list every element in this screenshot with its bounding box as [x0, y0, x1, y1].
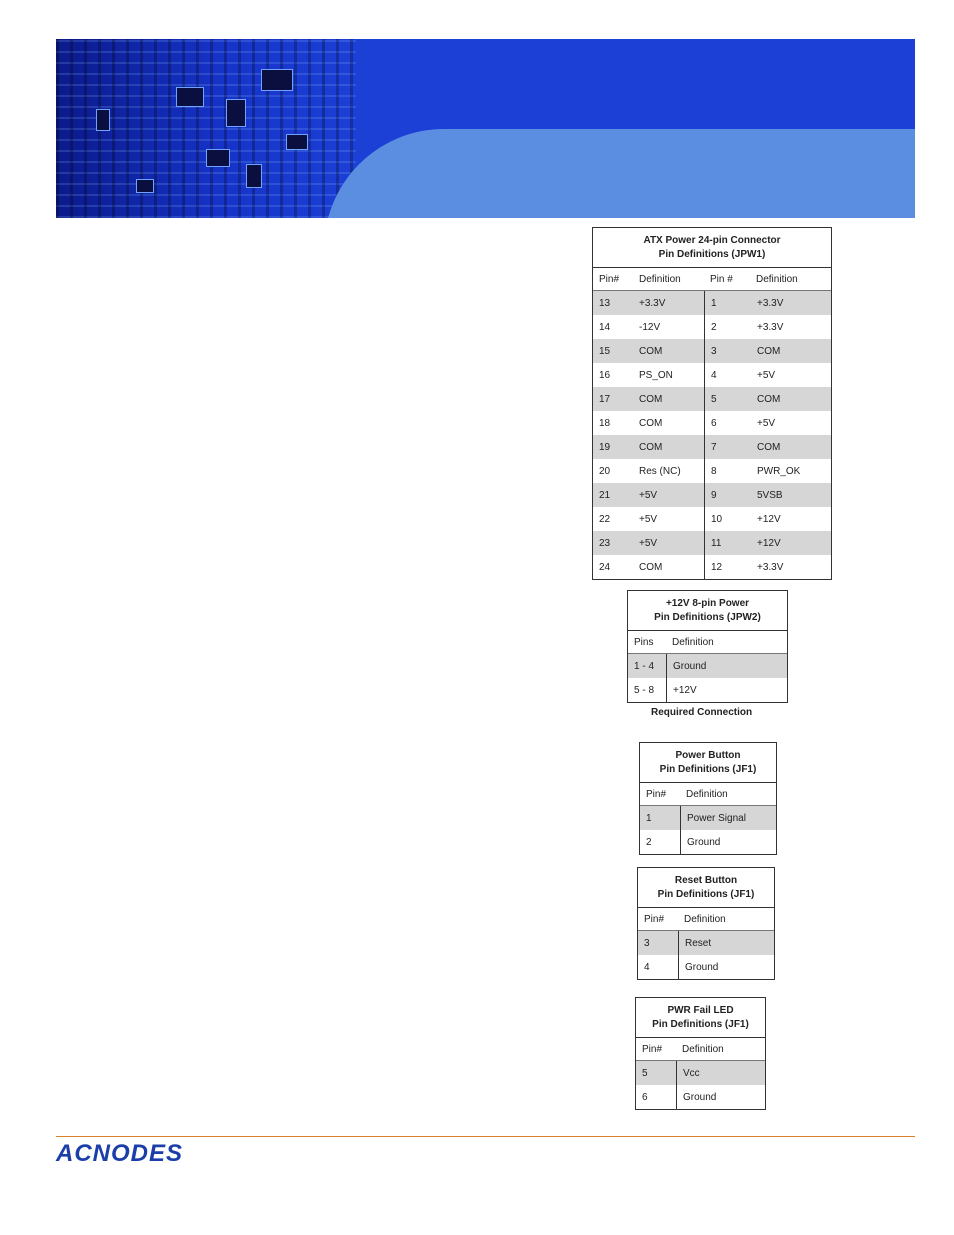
table-cell: 15 — [599, 345, 611, 357]
table-cell: 11 — [704, 531, 751, 555]
table-cell: 14 — [599, 321, 611, 333]
table-cell: +5V — [757, 417, 776, 429]
table-cell: 3 — [704, 339, 751, 363]
table-cell: 13 — [599, 297, 611, 309]
table-header: Pin# Definition — [638, 908, 774, 931]
table-cell: COM — [639, 417, 663, 429]
acnodes-logo: ACNODES — [56, 1140, 184, 1167]
table-cell: +12V — [757, 537, 781, 549]
table-row — [593, 555, 831, 579]
table-cell: 19 — [599, 441, 611, 453]
table-row — [593, 387, 831, 411]
table-cell: +3.3V — [757, 321, 784, 333]
required-connection-note: Required Connection — [651, 707, 753, 718]
banner-curve — [324, 129, 915, 218]
table-cell: Res (NC) — [639, 465, 681, 477]
atx-power-24pin-table — [592, 227, 832, 580]
table-cell: +5V — [639, 489, 658, 501]
table-cell: COM — [757, 393, 781, 405]
table-row — [593, 507, 831, 531]
table-row — [593, 339, 831, 363]
table-cell: +3.3V — [639, 297, 666, 309]
table-cell: +5V — [757, 369, 776, 381]
table-header: Pin# Definition — [636, 1038, 765, 1061]
table-cell: COM — [639, 441, 663, 453]
table-title: PWR Fail LED Pin Definitions (JF1) — [636, 998, 765, 1038]
table-cell: COM — [639, 393, 663, 405]
table-cell: 9 — [704, 483, 751, 507]
power-button-table — [639, 742, 777, 855]
pwr-fail-led-table — [635, 997, 766, 1110]
table-cell: 20 — [599, 465, 611, 477]
table-row: 5 - 8 +12V — [628, 678, 787, 702]
table-cell: 4 — [704, 363, 751, 387]
table-header: Pin# Definition — [640, 783, 776, 806]
table-cell: 8 — [704, 459, 751, 483]
table-header: Pin# Definition Pin # Definition — [593, 268, 831, 291]
table-cell: PS_ON — [639, 369, 673, 381]
table-header: Pins Definition — [628, 631, 787, 654]
12v-8pin-power-table — [627, 590, 788, 703]
table-row: 3 Reset — [638, 931, 774, 955]
table-cell: 10 — [704, 507, 751, 531]
table-cell: +12V — [757, 513, 781, 525]
header-banner — [56, 39, 915, 218]
table-row — [593, 483, 831, 507]
table-row: 1 Power Signal — [640, 806, 776, 830]
table-cell: +5V — [639, 537, 658, 549]
table-row: 1 - 4 Ground — [628, 654, 787, 678]
table-row: 4 Ground — [638, 955, 774, 979]
table-cell: 17 — [599, 393, 611, 405]
table-row: 2 Ground — [640, 830, 776, 854]
table-cell: 16 — [599, 369, 611, 381]
table-row — [593, 291, 831, 315]
reset-button-table — [637, 867, 775, 980]
table-cell: 5VSB — [757, 489, 783, 501]
table-cell: 7 — [704, 435, 751, 459]
table-cell: PWR_OK — [757, 465, 801, 477]
table-cell: COM — [757, 441, 781, 453]
footer-rule — [56, 1136, 915, 1137]
table-cell: +3.3V — [757, 297, 784, 309]
table-cell: 24 — [599, 561, 611, 573]
table-cell: 22 — [599, 513, 611, 525]
table-cell: 21 — [599, 489, 611, 501]
table-cell: 23 — [599, 537, 611, 549]
table-row — [593, 315, 831, 339]
table-row — [593, 363, 831, 387]
table-row: 6 Ground — [636, 1085, 765, 1109]
table-title: +12V 8-pin Power Pin Definitions (JPW2) — [628, 591, 787, 631]
table-cell: COM — [757, 345, 781, 357]
table-title: Reset Button Pin Definitions (JF1) — [638, 868, 774, 908]
table-cell: 5 — [704, 387, 751, 411]
table-cell: +5V — [639, 513, 658, 525]
table-cell: 6 — [704, 411, 751, 435]
table-row — [593, 411, 831, 435]
table-cell: -12V — [639, 321, 661, 333]
table-title: ATX Power 24-pin Connector Pin Definitions (JPW1) — [593, 228, 831, 268]
table-cell: 2 — [704, 315, 751, 339]
table-row: 5 Vcc — [636, 1061, 765, 1085]
table-title: Power Button Pin Definitions (JF1) — [640, 743, 776, 783]
table-row — [593, 459, 831, 483]
circuit-board-image — [56, 39, 356, 218]
table-cell: COM — [639, 345, 663, 357]
table-row — [593, 531, 831, 555]
table-row — [593, 435, 831, 459]
table-cell: +3.3V — [757, 561, 784, 573]
table-cell: COM — [639, 561, 663, 573]
table-cell: 18 — [599, 417, 611, 429]
table-cell: 1 — [704, 291, 751, 315]
table-cell: 12 — [704, 555, 751, 579]
